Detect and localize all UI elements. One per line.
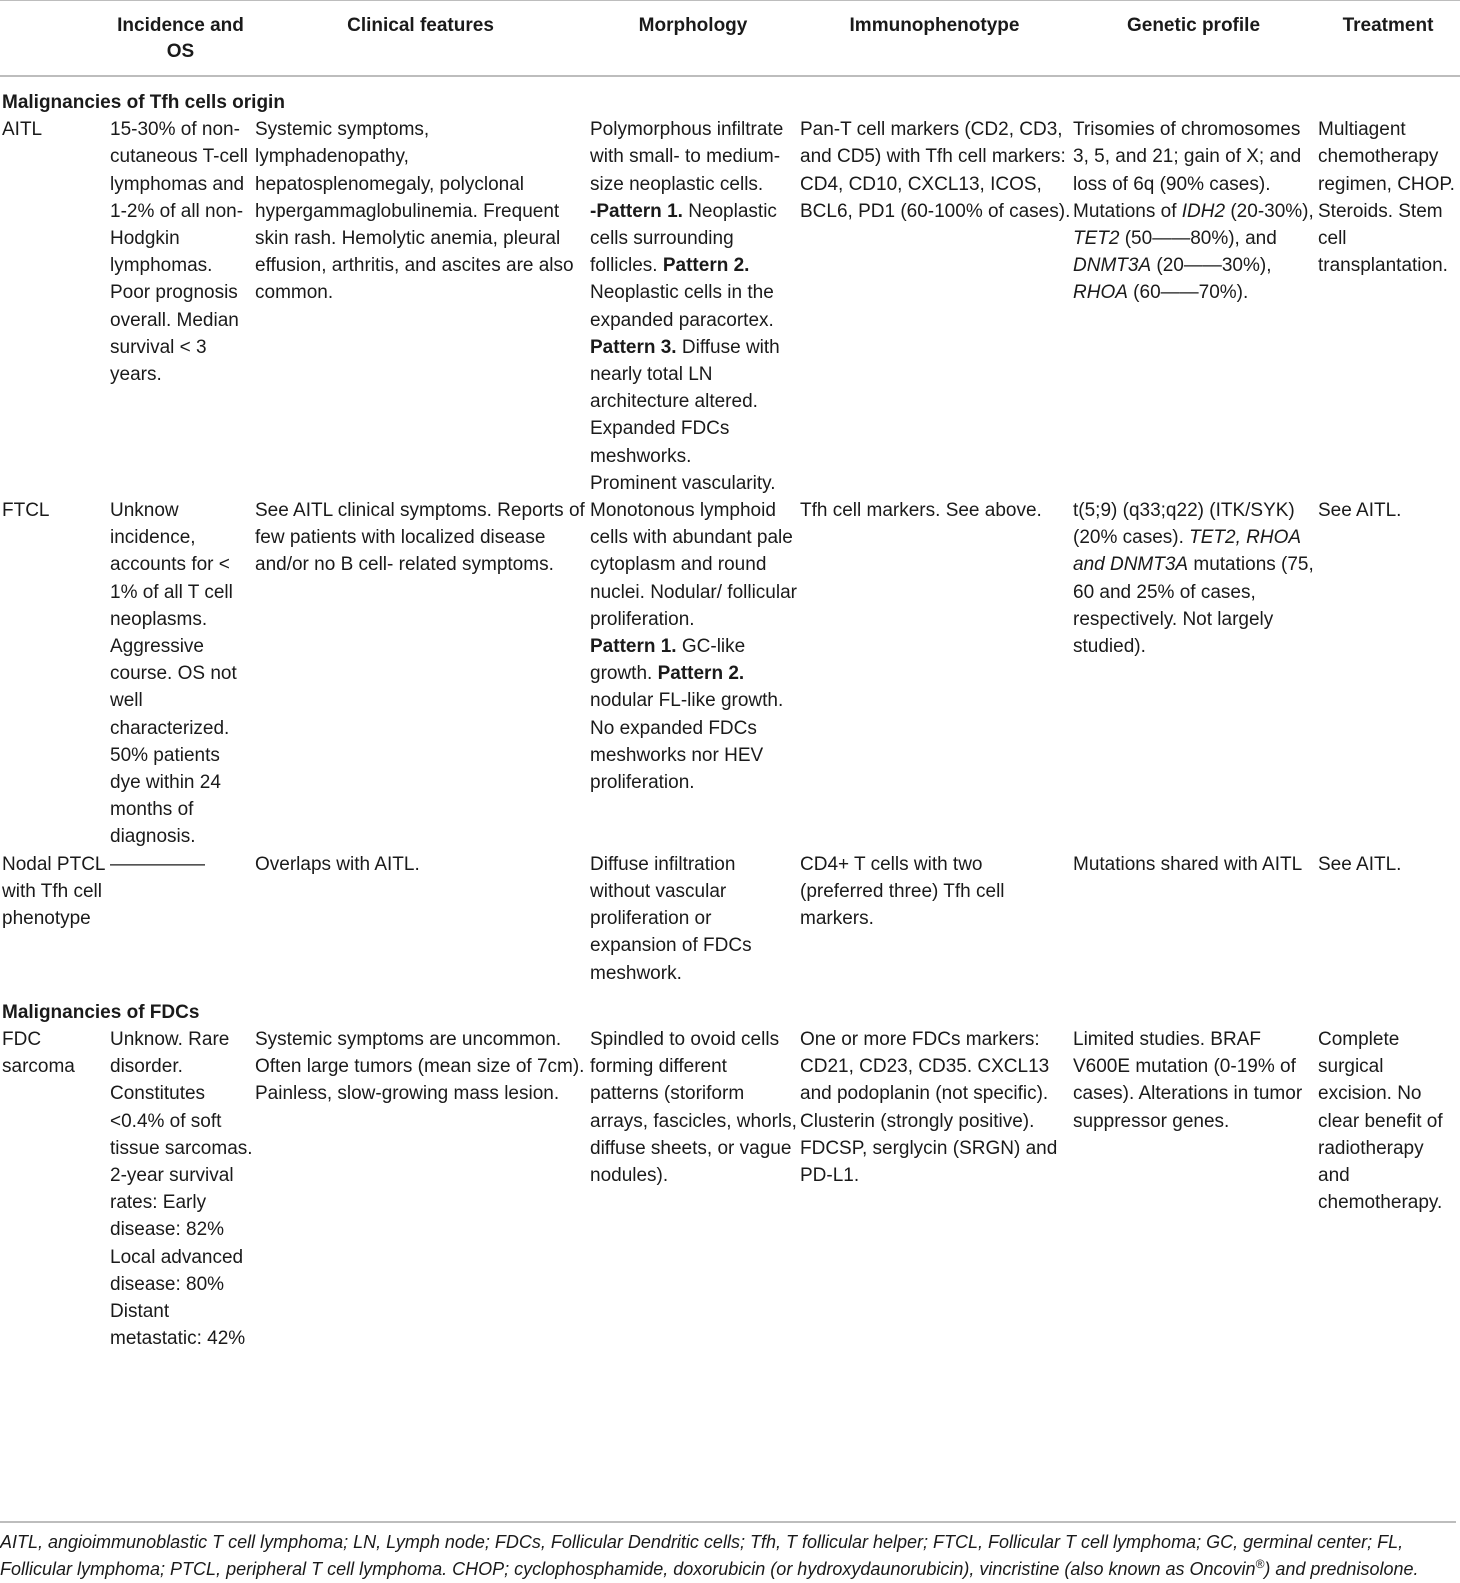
pattern-2-label: Pattern 2.: [657, 663, 745, 685]
genetic-text: (20-30%),: [1225, 200, 1314, 222]
cell-genetic: [1071, 116, 1316, 497]
cell-clinical: Systemic symptoms are uncommon. Often large tumors (mean size of 7cm). Painless, slow-growing mass lesion.: [255, 1028, 585, 1105]
genetic-text: Mutations of: [1073, 200, 1182, 222]
cell-incidence: Unknow. Rare disorder. Constitutes <0.4% of soft tissue sarcomas. 2-year survival rates: Early disease: 82% Local advanced disease: 80% Distant metastatic: 42%: [110, 1028, 253, 1350]
cell-immunophenotype: Tfh cell markers. See above.: [800, 500, 1042, 522]
genetic-text: mutations (75, 60 and 25% of cases, respectively. Not largely studied).: [1073, 554, 1314, 658]
morph-extra-2: Prominent vascularity.: [590, 472, 776, 494]
section-row: [0, 76, 1460, 116]
cell-clinical: Systemic symptoms, lymphadenopathy, hepatosplenomegaly, polyclonal hypergammaglobulinemia. Frequent skin rash. Hemolytic anemia, pleural effusion, arthritis, and ascites are also common.: [255, 119, 574, 304]
cell-morphology: Spindled to ovoid cells forming different patterns (storiform arrays, fascicles, whorls, diffuse sheets, or vague nodules).: [590, 1028, 797, 1186]
section-row: [0, 987, 1460, 1026]
cell-treatment: Complete surgical excision. No clear benefit of radiotherapy and chemotherapy.: [1318, 1028, 1443, 1214]
table-row: [0, 116, 1460, 497]
cell-treatment: Multiagent chemotherapy regimen, CHOP. Steroids. Stem cell transplantation.: [1318, 119, 1455, 277]
header-treatment: Treatment: [1316, 1, 1460, 77]
cell-treatment: See AITL.: [1318, 853, 1402, 875]
cell-incidence: Unknow incidence, accounts for < 1% of all T cell neoplasms. Aggressive course. OS not well characterized. 50% patients dye within 24 months of diagnosis.: [110, 500, 237, 848]
genetic-text: (60——70%).: [1127, 282, 1249, 304]
cell-entity: AITL: [2, 119, 43, 141]
pattern-1-label: -Pattern 1.: [590, 200, 683, 222]
table-row: [0, 851, 1460, 987]
pattern-3-label: Pattern 3.: [590, 336, 677, 358]
pattern-1-text: Neoplastic cells surrounding follicles.: [590, 200, 777, 277]
header-genetic: Genetic profile: [1071, 1, 1316, 77]
pattern-2-text: nodular FL-like growth. No expanded FDCs meshworks nor HEV proliferation.: [590, 690, 784, 794]
gene-name: RHOA: [1073, 282, 1128, 304]
cell-morphology: [588, 497, 798, 851]
morph-intro: Monotonous lymphoid cells with abundant pale cytoplasm and round nuclei. Nodular/ follicular proliferation.: [590, 500, 797, 630]
table-row: [0, 497, 1460, 851]
genetic-text: (50——80%), and: [1119, 228, 1277, 250]
morph-intro: Polymorphous infiltrate with small- to medium-size neoplastic cells.: [590, 119, 784, 195]
cell-morphology: Diffuse infiltration without vascular proliferation or expansion of FDCs meshwork.: [590, 853, 752, 984]
pattern-1-label: Pattern 1.: [590, 636, 677, 658]
section-title: Malignancies of Tfh cells origin: [2, 92, 285, 113]
morph-extra-1: Expanded FDCs meshworks.: [590, 418, 730, 467]
footnote-text: AITL, angioimmunoblastic T cell lymphoma; LN, Lymph node; FDCs, Follicular Dendritic cells; Tfh, T follicular helper; FTCL, Follicular T cell lymphoma; GC, germinal center; FL, Follicular lymphoma; PTCL, peripheral T cell lymphoma. CHOP; cyclophosphamide, doxorubicin (or hydroxydaunorubicin), vincristine (also known as Oncovin: [0, 1532, 1404, 1579]
header-row: [0, 1, 1460, 77]
cell-entity: FTCL: [2, 500, 50, 522]
cell-immunophenotype: Pan-T cell markers (CD2, CD3, and CD5) with Tfh cell markers: CD4, CD10, CXCL13, ICOS, BCL6, PD1 (60-100% of cases).: [800, 119, 1071, 222]
cell-incidence: —————: [110, 853, 205, 875]
registered-mark: ®: [1255, 1557, 1265, 1571]
genetic-line-1: Trisomies of chromosomes 3, 5, and 21; gain of X; and loss of 6q (90% cases).: [1073, 119, 1302, 195]
cell-clinical: Overlaps with AITL.: [255, 853, 420, 875]
header-entity: [0, 1, 108, 77]
header-clinical: Clinical features: [253, 1, 588, 77]
header-incidence: Incidence and OS: [108, 1, 253, 77]
cell-treatment: See AITL.: [1318, 500, 1402, 522]
cell-genetic: Mutations shared with AITL: [1073, 853, 1303, 875]
cell-clinical: See AITL clinical symptoms. Reports of few patients with localized disease and/or no B cell- related symptoms.: [255, 500, 585, 576]
gene-name: DNMT3A: [1073, 255, 1152, 277]
cell-genetic: [1071, 497, 1316, 851]
pattern-1-text: GC-like growth.: [590, 636, 746, 685]
section-title: Malignancies of FDCs: [2, 1001, 200, 1023]
cell-genetic: Limited studies. BRAF V600E mutation (0-19% of cases). Alterations in tumor suppressor genes.: [1073, 1028, 1303, 1132]
cell-immunophenotype: One or more FDCs markers: CD21, CD23, CD35. CXCL13 and podoplanin (not specific). Clusterin (strongly positive). FDCSP, serglycin (SRGN) and PD-L1.: [800, 1028, 1058, 1186]
cell-incidence: 15-30% of non-cutaneous T-cell lymphomas and 1-2% of all non-Hodgkin lymphomas. Poor prognosis overall. Median survival < 3 years.: [110, 119, 249, 386]
cell-entity: Nodal PTCL with Tfh cell phenotype: [2, 853, 105, 930]
cell-entity: FDC sarcoma: [2, 1028, 75, 1078]
pattern-3-text: Diffuse with nearly total LN architecture altered.: [590, 336, 780, 413]
cell-morphology: [588, 116, 798, 497]
pattern-2-text: Neoplastic cells in the expanded paracortex.: [590, 282, 774, 331]
genetic-text: t(5;9) (q33;q22) (ITK/SYK) (20% cases).: [1073, 500, 1295, 549]
pattern-2-label: Pattern 2.: [662, 255, 750, 277]
footnote-end: ) and prednisolone.: [1264, 1559, 1419, 1579]
gene-name: IDH2: [1181, 200, 1226, 222]
header-morphology: Morphology: [588, 1, 798, 77]
cell-immunophenotype: CD4+ T cells with two (preferred three) Tfh cell markers.: [800, 853, 1005, 930]
gene-names: TET2, RHOA and DNMT3A: [1073, 527, 1301, 576]
gene-name: TET2: [1073, 228, 1120, 250]
genetic-text: (20——30%),: [1151, 255, 1272, 277]
table-footnote: [0, 1521, 1456, 1583]
table-row: [0, 1026, 1460, 1352]
header-immunophenotype: Immunophenotype: [798, 1, 1071, 77]
